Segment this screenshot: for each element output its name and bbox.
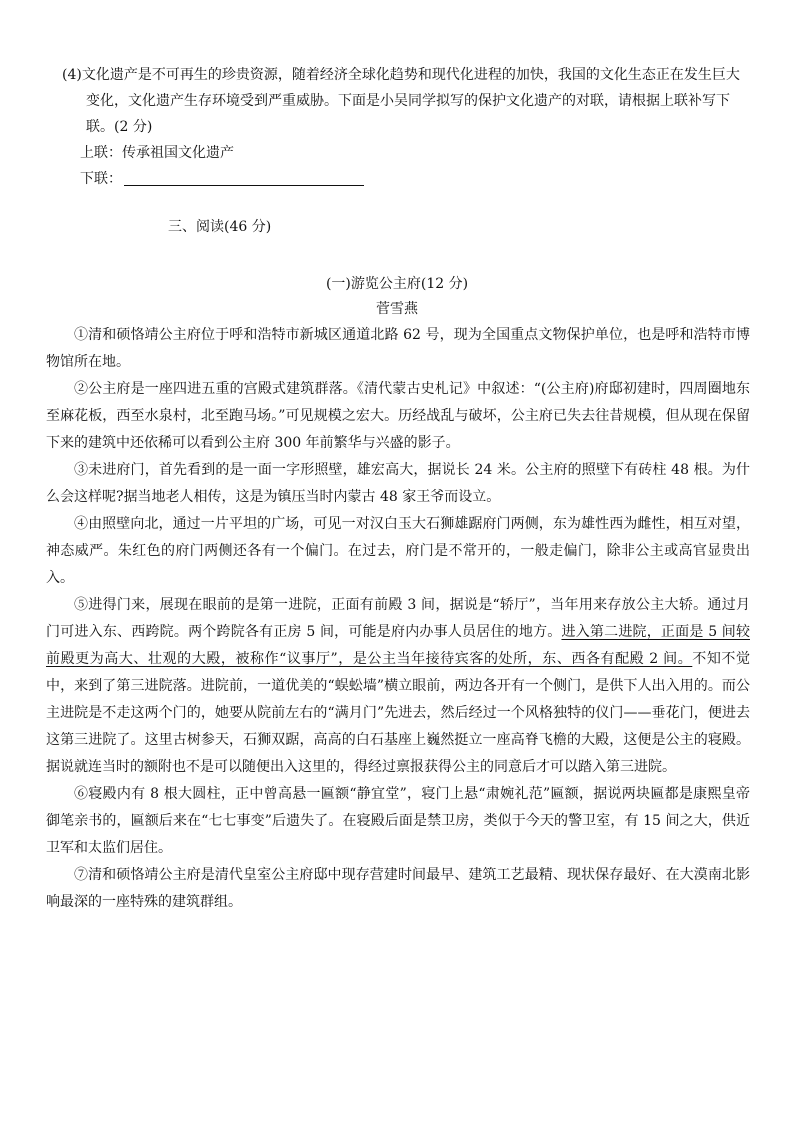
question-4 <box>62 62 742 192</box>
article-body <box>46 322 750 916</box>
lower-couplet-label: 下联： <box>80 171 122 187</box>
underlined-sentence: 进入第二进院，正面是 5 间较前殿更为高大、壮观的大殿，被称作“议事厅”，是公主当年接待宾客的处所，东、西各有配殿 2 间。 <box>46 624 750 667</box>
section-heading: 三、阅读(46 分) <box>168 219 272 235</box>
paragraph-5-part-1: ⑤进得门来，展现在眼前的是第一进院，正面有前殿 3 间，据说是“轿厅”，当年用来存放公主大轿。通过月门可进入东、西跨院。两个跨院各有正房 5 间，可能是府内办事人员居住的地方。 <box>46 597 750 640</box>
paragraph-6: ⑥寝殿内有 8 根大圆柱，正中曾高悬一匾额“静宜堂”，寝门上悬“肃婉礼范”匾额，据说两块匾都是康熙皇帝御笔亲书的，匾额后来在“七七事变”后遗失了。在寝殿后面是禁卫房，类似于今天的警卫室，有 15 间之大，供近卫军和太监们居住。 <box>46 786 750 856</box>
paragraph-5-part-2: 不知不觉中，来到了第三进院落。进院前，一道优美的“蜈蚣墙”横立眼前，两边各开有一个侧门，是供下人出入用的。而公主进院是不走这两个门的，她要从院前左右的“满月门”先进去，然后经过一个风格独特的仪门——垂花门，便进去这第三进院了。这里古树参天，石狮双踞，高高的白石基座上巍然挺立一座高脊飞檐的大殿，这便是公主的寝殿。据说就连当时的额附也不是可以随便出入这里的，得经过禀报获得公主的同意后才可以踏入第三进院。 <box>46 651 751 775</box>
paragraph-5 <box>46 592 750 781</box>
question-4-text: (4)文化遗产是不可再生的珍贵资源，随着经济全球化趋势和现代化进程的加快，我国的文化生态正在发生巨大变化，文化遗产生存环境受到严重威胁。下面是小吴同学拟写的保护文化遗产的对联，请根据上联补写下联。(2 分) <box>62 67 740 135</box>
paragraph-2: ②公主府是一座四进五重的宫殿式建筑群落。《清代蒙古史札记》中叙述：“(公主府)府邸初建时，四周圈地东至麻花板，西至水泉村，北至跑马场。”可见规模之宏大。历经战乱与破坏，公主府已失去往昔规模，但从现在保留下来的建筑中还依稀可以看到公主府 300 年前繁华与兴盛的影子。 <box>46 381 750 451</box>
paragraph-4: ④由照壁向北，通过一片平坦的广场，可见一对汉白玉大石狮雄踞府门两侧，东为雄性西为雌性，相互对望，神态威严。朱红色的府门两侧还各有一个偏门。在过去，府门是不常开的，一般走偏门，除非公主或高官显贵出入。 <box>46 516 750 586</box>
article-title: (一)游览公主府(12 分) <box>325 276 469 292</box>
paragraph-7: ⑦清和硕恪靖公主府是清代皇室公主府邸中现存营建时间最早、建筑工艺最精、现状保存最好、在大漠南北影响最深的一座特殊的建筑群组。 <box>46 867 750 910</box>
answer-blank[interactable] <box>124 167 364 186</box>
article-author: 菅雪燕 <box>376 301 418 317</box>
upper-couplet: 上联：传承祖国文化遗产 <box>80 145 234 161</box>
paragraph-3: ③未进府门，首先看到的是一面一字形照壁，雄宏高大，据说长 24 米。公主府的照壁下有砖柱 48 根。为什么会这样呢?据当地老人相传，这是为镇压当时内蒙古 48 家王爷而设立。 <box>46 462 750 505</box>
lower-couplet <box>62 166 742 192</box>
paragraph-1: ①清和硕恪靖公主府位于呼和浩特市新城区通道北路 62 号，现为全国重点文物保护单位，也是呼和浩特市博物馆所在地。 <box>46 327 750 370</box>
